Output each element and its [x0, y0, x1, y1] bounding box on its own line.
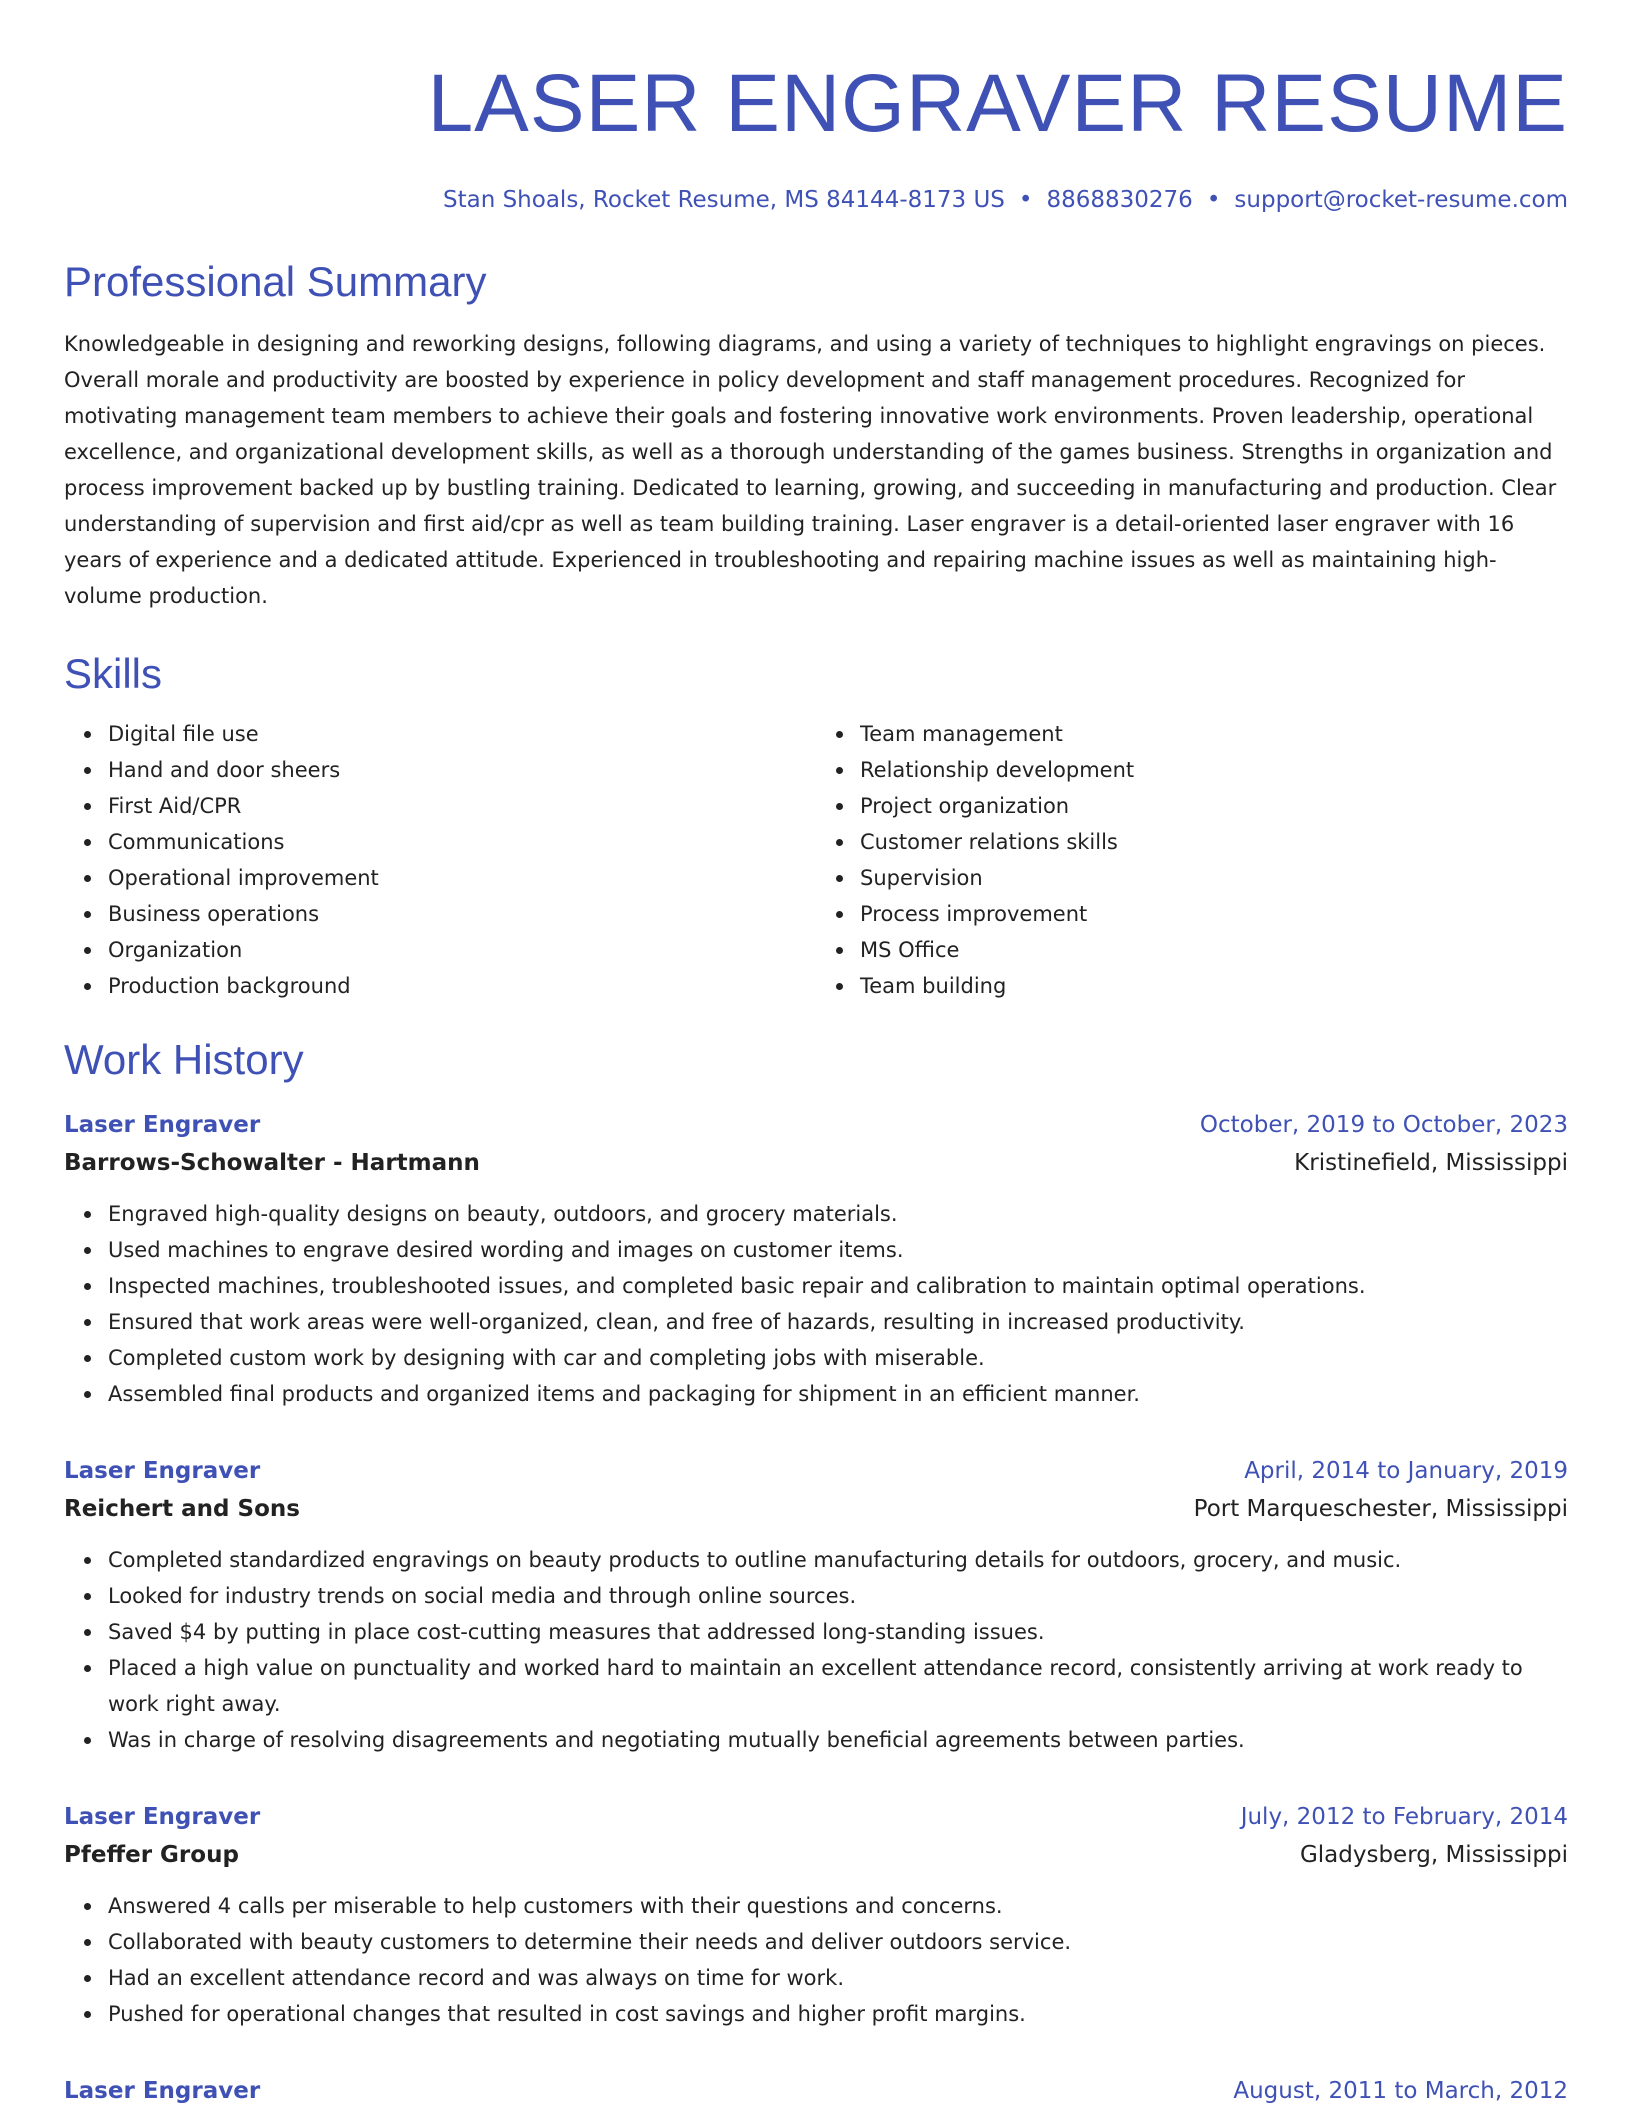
job-entry: [64, 1452, 1568, 1758]
job-title: Laser Engraver: [64, 2078, 261, 2104]
job-bullet: Answered 4 calls per miserable to help customers with their questions and concerns.: [108, 1888, 1568, 1924]
job-company-row: [64, 1836, 1568, 1874]
job-bullet: Completed standardized engravings on beauty products to outline manufacturing details for outdoors, grocery, and music.: [108, 1542, 1568, 1578]
job-bullet: Assembled final products and organized items and packaging for shipment in an efficient manner.: [108, 1376, 1568, 1412]
skill-item: Production background: [108, 968, 816, 1004]
job-bullet: Pushed for operational changes that resulted in cost savings and higher profit margins.: [108, 1996, 1568, 2032]
job-bullet: Was in charge of resolving disagreements and negotiating mutually beneficial agreements between parties.: [108, 1722, 1568, 1758]
skill-item: Communications: [108, 824, 816, 860]
skills-heading: Skills: [64, 650, 163, 697]
skill-item: Project organization: [860, 788, 1568, 824]
skill-item: Business operations: [108, 896, 816, 932]
job-company: Reichert and Sons: [64, 1496, 300, 1522]
job-title: Laser Engraver: [64, 1112, 261, 1138]
skill-item: Process improvement: [860, 896, 1568, 932]
skills-grid: [64, 716, 1568, 1004]
skills-column-right: [816, 716, 1568, 1004]
work-history-heading: Work History: [64, 1036, 304, 1083]
job-company-row: [64, 1490, 1568, 1528]
job-title: Laser Engraver: [64, 1458, 261, 1484]
job-entry: [64, 2072, 1568, 2110]
job-dates: October, 2019 to October, 2023: [1199, 1112, 1568, 1138]
job-dates: August, 2011 to March, 2012: [1233, 2078, 1568, 2104]
skill-item: Organization: [108, 932, 816, 968]
job-title: Laser Engraver: [64, 1804, 261, 1830]
job-bullet: Looked for industry trends on social media and through online sources.: [108, 1578, 1568, 1614]
contact-address: Stan Shoals, Rocket Resume, MS 84144-8173 US: [442, 187, 1005, 213]
skill-item: Team building: [860, 968, 1568, 1004]
job-entry: [64, 1106, 1568, 1412]
job-bullet: Completed custom work by designing with car and completing jobs with miserable.: [108, 1340, 1568, 1376]
job-company: Pfeffer Group: [64, 1842, 239, 1868]
job-company-row: [64, 1144, 1568, 1182]
contact-phone: 8868830276: [1046, 187, 1193, 213]
job-bullet: Collaborated with beauty customers to determine their needs and deliver outdoors service.: [108, 1924, 1568, 1960]
skill-item: MS Office: [860, 932, 1568, 968]
skills-column-left: [64, 716, 816, 1004]
job-title-row: [64, 2072, 1568, 2110]
skill-item: Hand and door sheers: [108, 752, 816, 788]
skill-item: Customer relations skills: [860, 824, 1568, 860]
skill-item: Digital file use: [108, 716, 816, 752]
contact-line: [64, 184, 1568, 216]
contact-separator: •: [1018, 187, 1033, 213]
job-location: Gladysberg, Mississippi: [1299, 1842, 1568, 1868]
resume-title: LASER ENGRAVER RESUME: [427, 58, 1568, 149]
contact-email: support@rocket-resume.com: [1234, 187, 1568, 213]
job-bullet: Inspected machines, troubleshooted issues, and completed basic repair and calibration to maintain optimal operations.: [108, 1268, 1568, 1304]
job-bullets: [64, 1196, 1568, 1412]
skill-item: Relationship development: [860, 752, 1568, 788]
summary-heading: Professional Summary: [64, 258, 487, 305]
job-bullets: [64, 1542, 1568, 1758]
job-location: Port Marqueschester, Mississippi: [1193, 1496, 1568, 1522]
skill-item: Supervision: [860, 860, 1568, 896]
job-dates: April, 2014 to January, 2019: [1244, 1458, 1568, 1484]
skill-item: First Aid/CPR: [108, 788, 816, 824]
job-location: Kristinefield, Mississippi: [1294, 1150, 1568, 1176]
job-bullet: Ensured that work areas were well-organized, clean, and free of hazards, resulting in increased productivity.: [108, 1304, 1568, 1340]
job-bullet: Had an excellent attendance record and was always on time for work.: [108, 1960, 1568, 1996]
summary-text: Knowledgeable in designing and reworking designs, following diagrams, and using a variety of techniques to highlight engravings on pieces. Overall morale and productivity are boosted by experience in policy development and staff management procedures. Recognized for motivating management team members to achieve their goals and fostering innovative work environments. Proven leadership, operational excellence, and organizational development skills, as well as a thorough understanding of the games business. Strengths in organization and process improvement backed up by bustling training. Dedicated to learning, growing, and succeeding in manufacturing and production. Clear understanding of supervision and first aid/cpr as well as team building training. Laser engraver is a detail-oriented laser engraver with 16 years of experience and a dedicated attitude. Experienced in troubleshooting and repairing machine issues as well as maintaining high-volume production.: [64, 332, 1557, 608]
job-company: Barrows-Schowalter - Hartmann: [64, 1150, 480, 1176]
job-bullet: Used machines to engrave desired wording and images on customer items.: [108, 1232, 1568, 1268]
job-bullet: Saved $4 by putting in place cost-cutting measures that addressed long-standing issues.: [108, 1614, 1568, 1650]
job-dates: July, 2012 to February, 2014: [1240, 1804, 1568, 1830]
contact-separator: •: [1206, 187, 1221, 213]
job-bullet: Engraved high-quality designs on beauty, outdoors, and grocery materials.: [108, 1196, 1568, 1232]
skill-item: Team management: [860, 716, 1568, 752]
job-entry: [64, 1798, 1568, 2032]
job-title-row: [64, 1106, 1568, 1144]
job-bullets: [64, 1888, 1568, 2032]
job-title-row: [64, 1798, 1568, 1836]
job-bullet: Placed a high value on punctuality and worked hard to maintain an excellent attendance record, consistently arriving at work ready to work right away.: [108, 1650, 1568, 1722]
skill-item: Operational improvement: [108, 860, 816, 896]
job-title-row: [64, 1452, 1568, 1490]
